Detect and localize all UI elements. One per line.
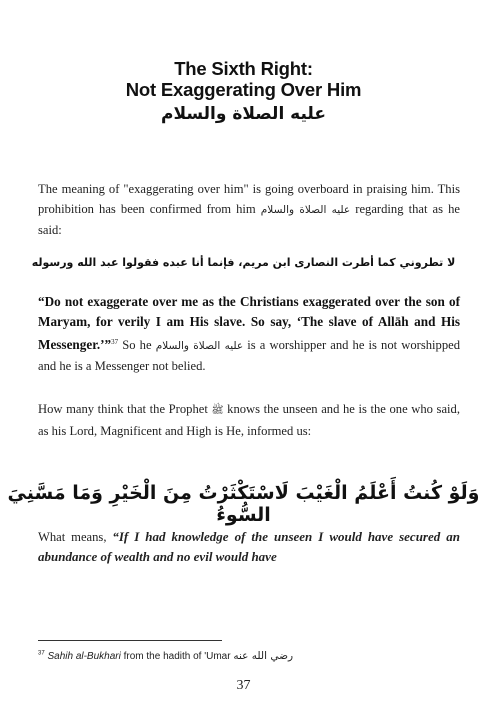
footnote (38, 650, 458, 662)
paragraph-meaning-text-a: The meaning of "exaggerating over him" is going overboard in praising him. This prohibition has been confirmed from him (38, 182, 460, 216)
paragraph-verse-meaning (38, 527, 460, 567)
paragraph-hadith-translation (38, 292, 460, 376)
footnote-source: Sahih al-Bukhari (47, 651, 121, 662)
paragraph-unseen (38, 399, 460, 441)
quran-verse-arabic: وَلَوْ كُنتُ أَعْلَمُ الْغَيْبَ لَاسْتَكْثَرْتُ مِنَ الْخَيْرِ وَمَا مَسَّنِيَ السُّوءُ (7, 482, 480, 526)
verse-translation: “If I had knowledge of the unseen I would have secured an abundance of wealth and no evil would have (38, 529, 460, 564)
paragraph-meaning-text-b: regarding that as he said: (38, 202, 460, 237)
hadith-arabic: لا تطروني كما أطرت النصارى ابن مريم، فإنما أنا عبده فقولوا عبد الله ورسوله (31, 256, 456, 269)
page-number: 37 (236, 678, 251, 693)
footnote-honorific: رضي الله عنه (233, 650, 294, 662)
footnote-reference: 37 (111, 338, 119, 346)
salawat-symbol: ﷺ (211, 405, 224, 416)
footnote-text: from the hadith of 'Umar (123, 651, 231, 662)
footnote-divider (38, 640, 222, 641)
paragraph-unseen-text-a: How many think that the Prophet (38, 402, 208, 416)
chapter-title-arabic: عليه الصلاة والسلام (161, 104, 326, 124)
hadith-translation: “Do not exaggerate over me as the Christians exaggerated over the son of Maryam, for verily I am His slave. So say, ‘The slave of Allāh and His Messenger.’” (38, 294, 460, 353)
chapter-title-line2: Not Exaggerating Over Him (125, 79, 362, 100)
paragraph-hadith-text-a: So he (122, 338, 152, 353)
chapter-title-line1: The Sixth Right: (174, 58, 313, 79)
footnote-number: 37 (38, 650, 45, 657)
paragraph-verse-text-a: What means, (38, 530, 107, 544)
honorific-arabic: عليه الصلاة والسلام (260, 204, 351, 216)
paragraph-unseen-text-b: knows the unseen and he is the one who said, as his Lord, Magnificent and High is He, informed us: (38, 402, 460, 438)
paragraph-hadith-text-b: is a worshipper and he is not worshipped and he is a Messenger not belied. (38, 338, 461, 374)
honorific-arabic: عليه الصلاة والسلام (155, 340, 244, 353)
paragraph-meaning (38, 179, 460, 240)
